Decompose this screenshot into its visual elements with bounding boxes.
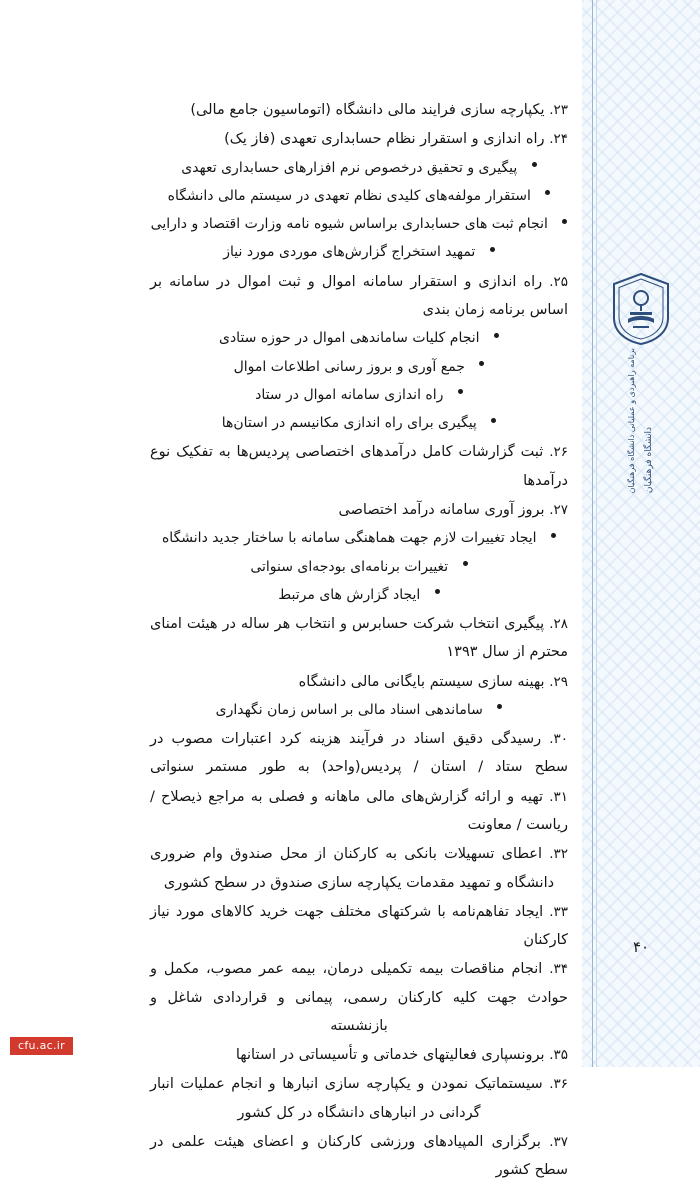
item-text: ثبت گزارشات کامل درآمدهای اختصاصی پردیس‌ها به تفکیک نوع درآمدها — [150, 444, 568, 489]
bullet-icon — [562, 219, 567, 224]
bullet-icon — [491, 418, 496, 423]
item-text: تغییرات برنامه‌ای بودجه‌ای سنواتی — [250, 558, 449, 575]
list-item — [150, 1070, 568, 1127]
item-text: رسیدگی دقیق اسناد در فرآیند هزینه کرد اعتبارات مصوب در سطح ستاد / استان / پردیس(واحد) به طور مستمر سنواتی — [150, 731, 568, 776]
list-item — [150, 525, 568, 552]
list-item — [150, 1128, 568, 1185]
list-item — [150, 496, 568, 524]
item-text: برونسپاری فعالیتهای خدماتی و تأسیساتی در استانها — [235, 1047, 545, 1064]
item-text: برگزاری المپیادهای ورزشی کارکنان و اعضای هیئت علمی در سطح کشور — [150, 1133, 568, 1179]
list-item — [150, 438, 568, 495]
university-emblem-block — [582, 272, 700, 497]
item-number: ۳۴. — [549, 961, 569, 978]
band-rule-secondary — [596, 0, 597, 1067]
list-item — [150, 1041, 568, 1069]
list-item — [150, 268, 568, 325]
item-number: ۲۹. — [549, 673, 568, 690]
item-number: ۲۷. — [549, 501, 568, 518]
item-text: انجام مناقصات بیمه تکمیلی درمان، بیمه عمر مصوب، مکمل و حوادث جهت کلیه کارکنان رسمی، پیمانی و قراردادی شاغل و بازنشسته — [150, 961, 568, 1034]
emblem-caption-secondary: برنامه راهبردی و عملیاتی دانشگاه فرهنگیان — [626, 348, 636, 494]
item-number: ۳۷. — [549, 1133, 569, 1150]
list-item — [150, 96, 568, 124]
item-text: تهیه و ارائه گزارش‌های مالی ماهانه و فصلی به مراجع ذیصلاح / ریاست / معاونت — [150, 788, 568, 834]
list-item — [150, 211, 568, 238]
item-text: راه اندازی سامانه اموال در ستاد — [255, 386, 444, 403]
item-text: بهینه سازی سیستم بایگانی مالی دانشگاه — [298, 673, 545, 690]
item-text: سیستماتیک نمودن و یکپارچه سازی انبارها و انجام عملیات انبار گردانی در انبارهای دانشگاه در کل کشور — [150, 1076, 543, 1121]
site-url-badge: cfu.ac.ir — [10, 1037, 73, 1055]
bullet-icon — [490, 247, 495, 252]
list-item — [150, 183, 568, 210]
item-text: بروز آوری سامانه درآمد اختصاصی — [338, 501, 545, 518]
bullet-icon — [497, 704, 502, 709]
list-item — [150, 354, 568, 381]
item-number: ۲۶. — [549, 444, 568, 461]
item-text: انجام ثبت های حسابداری براساس شیوه نامه وزارت اقتصاد و دارایی — [150, 216, 548, 233]
item-text: ایجاد تفاهم‌نامه با شرکتهای مختلف جهت خرید کالاهای مورد نیاز کارکنان — [150, 903, 568, 949]
list-item — [150, 898, 568, 955]
decorative-side-band — [582, 0, 700, 1067]
item-number: ۳۲. — [549, 846, 568, 863]
list-item — [150, 840, 568, 897]
list-item — [150, 554, 568, 581]
list-item — [150, 610, 568, 667]
item-number: ۲۴. — [549, 131, 568, 148]
item-text: پیگیری و تحقیق درخصوص نرم افزارهای حسابداری تعهدی — [181, 159, 518, 176]
item-text: راه اندازی و استقرار نظام حسابداری تعهدی (فاز یک) — [224, 131, 545, 148]
list-item — [150, 582, 568, 609]
item-text: راه اندازی و استقرار سامانه اموال و ثبت اموال در سامانه بر اساس برنامه زمان بندی — [150, 273, 568, 318]
list-item — [150, 155, 568, 182]
item-text: پیگیری انتخاب شرکت حسابرس و انتخاب هر ساله در هیئت امنای محترم از سال ۱۳۹۳ — [150, 616, 568, 661]
university-logo-icon — [610, 272, 672, 346]
item-text: تمهید استخراج گزارش‌های موردی مورد نیاز — [223, 244, 476, 261]
bullet-icon — [551, 533, 556, 538]
list-item — [150, 410, 568, 437]
bullet-icon — [545, 190, 550, 195]
item-number: ۳۱. — [549, 788, 568, 805]
item-text: ساماندهی اسناد مالی بر اساس زمان نگهداری — [215, 701, 483, 718]
item-text: استقرار مولفه‌های کلیدی نظام تعهدی در سیستم مالی دانشگاه — [167, 187, 531, 204]
item-number: ۳۰. — [549, 731, 568, 748]
list-item — [150, 125, 568, 153]
list-item — [150, 239, 568, 266]
document-body — [150, 96, 568, 1185]
list-item — [150, 382, 568, 409]
bullet-icon — [463, 561, 468, 566]
item-number: ۳۵. — [549, 1047, 568, 1064]
list-item — [150, 668, 568, 696]
list-item — [150, 325, 568, 352]
item-text: انجام کلیات ساماندهی اموال در حوزه ستادی — [218, 330, 480, 347]
item-number: ۲۵. — [549, 273, 569, 290]
item-text: پیگیری برای راه اندازی مکانیسم در استان‌ها — [221, 415, 477, 432]
list-item — [150, 783, 568, 840]
item-number: ۲۳. — [549, 102, 568, 118]
list-item — [150, 697, 568, 724]
list-item — [150, 955, 568, 1040]
item-text: ایجاد تغییرات لازم جهت هماهنگی سامانه با ساختار جدید دانشگاه — [161, 530, 537, 547]
item-number: ۳۶. — [549, 1076, 568, 1093]
item-number: ۳۳. — [549, 903, 568, 920]
item-text: یکپارچه سازی فرایند مالی دانشگاه (اتوماسیون جامع مالی) — [190, 102, 545, 118]
emblem-caption-primary: دانشگاه فرهنگیان — [643, 427, 654, 494]
bullet-icon — [479, 361, 484, 366]
item-number: ۲۸. — [549, 616, 569, 633]
band-rule-primary — [592, 0, 593, 1067]
bullet-icon — [532, 162, 537, 167]
item-text: جمع آوری و بروز رسانی اطلاعات اموال — [233, 358, 465, 375]
bullet-icon — [494, 333, 499, 338]
item-text: ایجاد گزارش های مرتبط — [278, 586, 421, 603]
bullet-icon — [458, 389, 463, 394]
item-text: اعطای تسهیلات بانکی به کارکنان از محل صندوق وام ضروری دانشگاه و تمهید مقدمات یکپارچه سازی صندوق در سطح کشوری — [150, 846, 555, 891]
bullet-icon — [435, 589, 440, 594]
page-number: ۴۰ — [632, 938, 650, 956]
list-item — [150, 725, 568, 782]
